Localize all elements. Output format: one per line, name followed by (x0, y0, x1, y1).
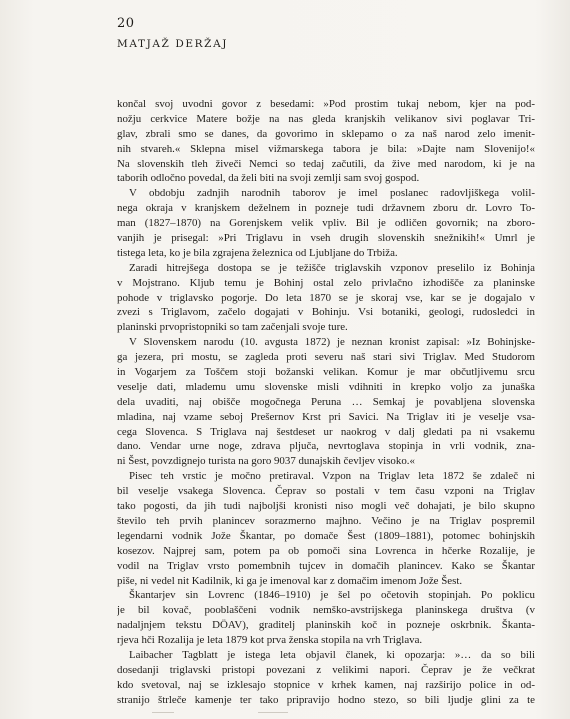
text-line: rjeva hči Rozalija je leta 1879 kot prva ženska stopila na vrh Triglava. (117, 634, 423, 647)
text-line: stranijo štrleče kamenje ter tako pripravijo hodno stezo, so bili ljudje glini za te (117, 693, 535, 706)
text-line: ga jezera, pri mostu, se zagleda proti severu naš stari sivi Triglav. Med Studorom (117, 351, 535, 364)
text-line: glav, zbrali smo se danes, da govorimo in sklepamo o za naš narod zelo imenit- (117, 127, 535, 140)
scan-artifact (258, 712, 288, 713)
text-line: piše, ni vedel nit Kadilnik, ki ga je imenoval kar z domačim imenom Jože Šest. (117, 574, 463, 587)
text-line: V obdobju zadnjih narodnih taborov je imel poslanec radovljiškega volil- (129, 187, 535, 200)
text-line: in Vogarjem za Toščem stoji božanski velikan. Komur je mar občutljivemu srcu (117, 366, 535, 379)
text-line: Zaradi hitrejšega dostopa se je težišče triglavskih vzponov preselilo iz Bohinja (129, 261, 535, 274)
text-line: ni Šest, povzdignejo turista na goro 9037 dunajskih čevljev visoko.« (117, 455, 415, 468)
text-line: nega okraja v kranjskem deželnem in pozneje tudi državnem zboru dr. Lovro To- (117, 202, 535, 215)
text-line: zvezi s Triglavom, začelo dogajati v Bohinju. Vsi botaniki, geologi, rudosledci in (117, 306, 535, 319)
scan-artifact (152, 712, 174, 713)
text-line: veselje dati, mlademu umu slovenske misli vdihniti in krepko voljo za junaška (117, 380, 535, 393)
text-line: tistega leta, ko je bila zgrajena železnica od Ljubljane do Trbiža. (117, 246, 398, 259)
text-line: kosezov. Najprej sam, potem pa ob pomoči sina Lovrenca in hčerke Rozalije, je (117, 544, 535, 557)
text-line: pohode v triglavsko pogorje. Do leta 1870 se je skoraj vse, kar se je dogajalo v (117, 291, 535, 304)
text-line: V Slovenskem narodu (10. avgusta 1872) je neznan kronist zapisal: »Iz Bohinjske- (129, 336, 535, 349)
text-line: tako pogosti, da jih tudi najboljši kronisti niso mogli več dohajati, je bilo skupno (117, 500, 535, 513)
text-line: taborih odločno povedal, da želi biti na svoji zemlji sam svoj gospod. (117, 172, 420, 185)
text-line: planinski prvopristopniki so tam začenjali svoje ture. (117, 321, 348, 334)
running-head-author: MATJAŽ DERŽAJ (117, 38, 229, 50)
text-line: Na slovenskih tleh živeči Nemci so tedaj začutili, da žive med narodom, ki je na (117, 157, 535, 170)
text-line: vodil na Triglav vrsto pomembnih tujcev in domačih planincev. Kako se Škantar (117, 559, 535, 572)
text-line: je bil kovač, pooblaščeni vodnik nemško-avstrijskega planinskega društva (v (117, 604, 535, 617)
text-line: vanjih je prisegal: »Pri Triglavu in vseh drugih slovenskih snežnikih!« Umrl je (117, 232, 535, 245)
body-text (117, 97, 535, 708)
text-line: Škantarjev sin Lovrenc (1846–1910) je šel po očetovih stopinjah. Po poklicu (129, 589, 535, 602)
text-line: Laibacher Tagblatt je istega leta objavil članek, ki opozarja: »… da so bili (129, 648, 535, 661)
text-line: dela uvaditi, naj obišče mogočnega Peruna … Semkaj je povabljena slovenska (117, 395, 535, 408)
text-line: man (1827–1870) na Gorenjskem velik vpliv. Bil je odličen govornik; na zboro- (117, 217, 535, 230)
text-line: dano. Vendar urne noge, zdrava pljuča, nevrtoglava stopinja in vrli vodnik, zna- (117, 440, 535, 453)
text-line: nožju cerkvice Matere božje na nas gleda kranjskih velikanov sivi poglavar Tri- (117, 112, 535, 125)
text-line: v Mojstrano. Kljub temu je Bohinj ostal zelo privlačno izhodišče za planinske (117, 276, 535, 289)
text-line: Pisec teh vrstic je močno pretiraval. Vzpon na Triglav leta 1872 še zdaleč ni (129, 470, 535, 483)
page-number: 20 (117, 16, 135, 31)
text-line: končal svoj uvodni govor z besedami: »Pod prostim tukaj nebom, kjer na pod- (117, 98, 535, 110)
text-line: dosedanji triglavski pristopi povezani z velikimi napori. Čeprav je že večkrat (117, 663, 535, 676)
text-line: legendarni vodnik Jože Škantar, po domače Šest (1809–1881), potomec bohinjskih (117, 529, 535, 542)
text-line: cega Slovenca. S Triglava naj šestdeset ur naokrog v dalj gledati pa ni vsakemu (117, 425, 535, 438)
text-line: število teh prvih planincev sorazmerno majhno. Večino je na Triglav pospremil (117, 514, 535, 527)
text-line: bil veselje vsakega Slovenca. Čeprav so postali v tem času vzponi na Triglav (117, 485, 535, 498)
text-line: nadaljnjem tekstu DÖAV), graditelj planinskih koč in pozneje oskrbnik. Škanta- (117, 619, 535, 632)
text-line: mladina, naj vzame seboj Prešernov Krst pri Savici. Na Triglav iti je veselje vsa- (117, 410, 535, 423)
text-line: nih stvareh.« Sklepna misel vižmarskega tabora je bila: »Dajte nam Slovenijo!« (117, 142, 535, 155)
text-line: kdo svetoval, naj se izklesajo stopnice v krhek kamen, naj razširijo police in od- (117, 678, 535, 691)
